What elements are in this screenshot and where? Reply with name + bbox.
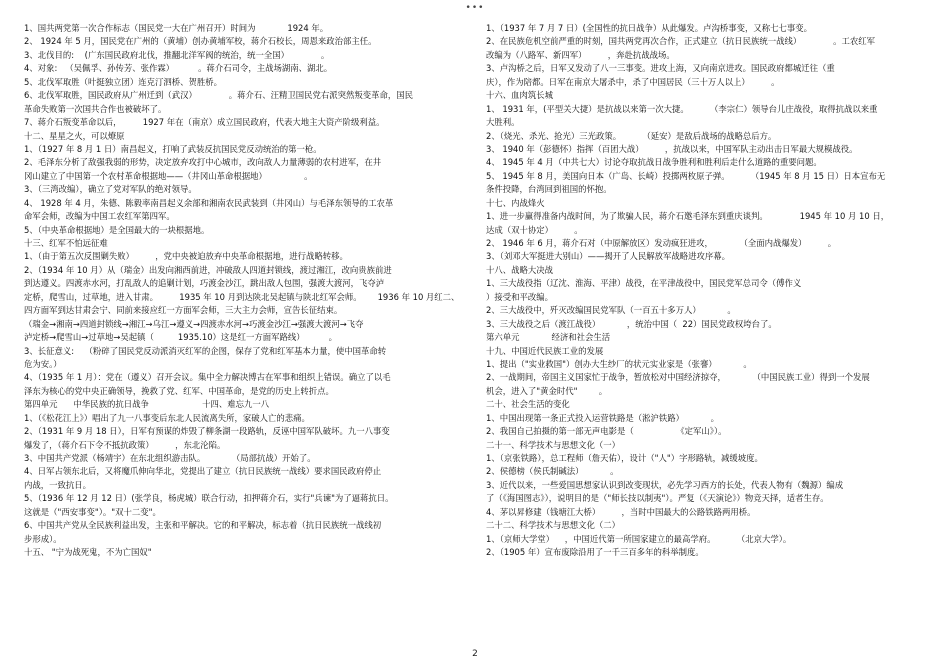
text-line: 十七、内战烽火 (486, 197, 545, 208)
text-line: 1、（《松花江上》）唱出了九一八事变后东北人民流离失所，家破人亡的悲痛。 (24, 412, 310, 423)
text-line: 1、（1937 年 7 月 7 日）(全国性的抗日战争）从此爆发。卢沟桥事变，又称七七事变。 (486, 23, 813, 33)
text-line: 十九、中国近代民族工业的发展 (486, 345, 604, 356)
text-line: 冈山建立了中国第一个农村革命根据地——（井冈山革命根据地） 。 (24, 170, 313, 181)
text-line: 1、（1927 年 8 月 1 日）南昌起义，打响了武装反抗国民党反动统治的第一枪。 (24, 143, 322, 154)
text-line: （瑞金→湘南→四道封锁线→湘江→乌江→遵义→四渡赤水河→巧渡金沙江→强渡大渡河→飞夺 (24, 318, 364, 329)
text-line: 二十、社会生活的变化 (486, 399, 570, 410)
text-line: 5、（中央革命根据地）是全国最大的一块根据地。 (24, 224, 210, 235)
text-line: 到达遵义。四渡赤水河，打乱敌人的追剿计划，巧渡金沙江，跳出敌人包围，强渡大渡河，飞夺泸 (24, 278, 385, 289)
text-line: 这就是（"西安事变"）。"双十二变"。 (24, 506, 161, 517)
text-line: 十八、战略大决战 (486, 264, 553, 275)
text-line: 3、长征意义: （粉碎了国民党反动派消灭红军的企图，保存了党和红军基本力量，使中国革命转 (24, 345, 387, 356)
text-line: 改编为（八路军、新四军） ，奔赴抗战战场。 (486, 49, 675, 60)
text-line: 4、对象: （吴佩孚、孙传芳、张作霖） 。蒋介石司令，主战场湖南、湖北。 (24, 63, 333, 74)
text-line: 步形成）。 (24, 533, 62, 544)
text-line: 1、提出（"实业救国"）创办大生纱厂的状元实业家是（张謇） 。 (486, 358, 752, 369)
text-line: 了（《海国图志》），说明目的是（"师长技以制夷"）。严复（《天演论》）物竞天择，适者生存。 (486, 493, 829, 504)
text-line: 革命失败第一次国共合作也被破坏了。 (24, 103, 167, 114)
text-line: 5、 1945 年 8 月，美国向日本（广岛、长崎）投掷两枚原子弹。 （1945 年 8 月 15 日）日本宣布无 (486, 170, 886, 181)
text-line: 2、侯德榜（侯氏制碱法） 。 (486, 466, 619, 477)
text-line: 2、（1931 年 9 月 18 日），日军有预谋的炸毁了柳条湖一段路轨，反诬中国军队破坏。九一八事变 (24, 426, 390, 437)
text-line: 爆发了，（蒋介石下令不抵抗政策） ，东北沦陷。 (24, 439, 226, 450)
text-line: 4、 1945 年 4 月（中共七大）讨论夺取抗战日战争胜利和胜利后走什么道路的重要问题。 (486, 157, 822, 168)
text-line: 命军会师，改编为中国工农红军第四军。 (24, 211, 175, 222)
text-line: 达成（双十协定） 。 (486, 224, 583, 235)
text-line: 1、中国出现第一条正式投入运营铁路是（淞沪铁路） 。 (486, 412, 719, 423)
text-line: 3、（三湾改编），确立了党对军队的绝对领导。 (24, 184, 197, 195)
text-line: 泽东为核心的党中央正确领导，挽救了党、红军、中国革命，是党的历史上转折点。 (24, 385, 334, 396)
text-line: 7、蒋介石叛变革命以后， 1927 年在（南京）成立国民政府，代表大地主大资产阶级利益。 (24, 117, 385, 128)
text-line: 3、近代以来，一些爱国思想家认识到改变现状，必先学习西方的长处，代表人物有（魏源）编成 (486, 479, 844, 490)
text-line: 1、（由于第五次反围剿失败） ，党中央被迫放弃中央革命根据地，进行战略转移。 (24, 251, 348, 262)
text-line: 3、 1940 年（彭德怀）指挥（百团大战） ，抗战以来，中国军队主动出击日军最大规模战役。 (486, 143, 858, 154)
text-line: 1、三大战役指（辽沈、淮海、平津）战役，在平津战役中，国民党军总司令（傅作义 (486, 278, 802, 289)
header-mark: ••• (465, 3, 485, 13)
text-line: 1、进一步赢得准备内战时间，为了欺骗人民，蒋介石邀毛泽东到重庆谈判。 1945 年 10 月 10 日， (486, 211, 890, 222)
text-line: 二十二、科学技术与思想文化（二） (486, 520, 620, 531)
text-line: 2、（烧光、杀光、抢光）三光政策。 （延安）是敌后战场的战略总后方。 (486, 130, 777, 141)
text-line: 十三、红军不怕远征难 (24, 238, 108, 248)
text-line: 四方面军到达甘肃会宁、同前来接应红一方面军会师，三大主力会师，宣告长征结束。 (24, 305, 343, 316)
text-line: 第六单元 经济和社会生活 (486, 332, 611, 343)
text-line: ）接受和平改编。 (486, 291, 553, 302)
page-number: 2 (472, 649, 478, 659)
right-column (486, 22, 926, 560)
text-line: 十五、 "宁为战死鬼，不为亡国奴" (24, 547, 152, 558)
text-line: 十六、血肉筑长城 (486, 90, 553, 101)
text-line: 2、（1905 年）宣布废除沿用了一千三百多年的科举制度。 (486, 547, 704, 558)
text-line: 5、（1936 年 12 月 12 日）(张学良，杨虎城）联合行动，扣押蒋介石，实行"兵谏"为了逼蒋抗日。 (24, 493, 394, 504)
text-line: 6、中国共产党从全民族利益出发，主张和平解决。它的和平解决，标志着（抗日民族统一战线初 (24, 520, 382, 531)
text-line: 2、（1934 年 10 月）从（瑞金）出发向湘西前进，冲破敌人四道封锁线，渡过湘江，改向贵族前进 (24, 264, 392, 275)
text-line: 2、一战期间，帝国主义国家忙于战争，暂放松对中国经济掠夺， （中国民族工业）得到一个发展 (486, 372, 870, 383)
text-line: 4、茅以昇修建（钱塘江大桥） ，当时中国最大的公路铁路两用桥。 (486, 506, 756, 517)
text-line: 4、（1935 年 1 月）：党在（遵义）召开会议。集中全力解决博古在军事和组织上错误。确立了以毛 (24, 372, 391, 383)
text-line: 2、毛泽东分析了敌强我弱的形势，决定放弃攻打中心城市，改向敌人力量薄弱的农村进军，在井 (24, 157, 382, 168)
text-line: 定桥，爬雪山，过草地，进入甘肃。 1935 年 10 月到达陕北吴起镇与陕北红军会师。 1936 年 10 月红二、 (24, 291, 460, 302)
text-line: 条件投降，台湾回到祖国的怀抱。 (486, 184, 612, 195)
text-line: 庆），作为陪都。日军在南京大屠杀中，杀了中国居民（三十万人以上） 。 (486, 76, 780, 87)
text-line: 3、中国共产党派（杨靖宇）在东北组织游击队。 （局部抗战）开始了。 (24, 453, 316, 463)
text-line: 6、北伐军取胜，国民政府从广州迁到（武汉） 。蒋介石、汪精卫国民党右派突然叛变革命，国民 (24, 90, 414, 101)
text-line: 4、 1928 年 4 月，朱德、陈毅率南昌起义余部和湘南农民武装到（井冈山）与毛泽东领导的工农革 (24, 197, 394, 208)
text-line: 3、（刘邓大军挺进大别山）——揭开了人民解放军战略进攻序幕。 (486, 251, 731, 262)
text-line: 1、（京师大学堂） ，中国近代第一所国家建立的最高学府。 （北京大学）。 (486, 533, 792, 544)
text-line: 1、（京张铁路），总工程师（詹天佑），设计（"人"）字形路轨，减缓坡度。 (486, 453, 763, 463)
text-line: 3、北伐目的: (广东国民政府北伐，推翻北洋军阀的统治，统一全国） 。 (24, 49, 330, 60)
text-line: 3、卢沟桥之后，日军又发动了八一三事变。进攻上海，又向南京进攻。国民政府都城迁往（重 (486, 63, 835, 74)
text-line: 5、北伐军取胜（叶挺独立团）连克汀泗桥、贺胜桥。 (24, 76, 222, 87)
left-column (24, 22, 464, 560)
text-line: 2、三大战役中，歼灭改编国民党军队（一百五十多万人） 。 (486, 305, 736, 316)
text-line: 大胜利。 (486, 117, 520, 128)
text-line: 1、国共两党第一次合作标志（国民党一大在广州召开）时间为 1924 年。 (24, 23, 329, 33)
text-line: 第四单元 中华民族的抗日战争 十四、难忘九一八 (24, 399, 270, 410)
text-line: 机会，进入了"黄金时代" 。 (486, 385, 608, 396)
text-line: 4、日军占领东北后，又将魔爪伸向华北，党提出了建立（抗日民族统一战线）要求国民政府停止 (24, 466, 382, 477)
text-line: 3、三大战役之后（渡江战役） ，统治中国（ 22）国民党政权垮台了。 (486, 318, 777, 329)
text-line: 二十一、科学技术与思想文化（一） (486, 439, 620, 450)
text-line: 泸定桥→爬雪山→过草地→吴起镇（ 1935.10）这是红一方面军路线） 。 (24, 332, 337, 343)
text-line: 内战，一致抗日。 (24, 479, 91, 490)
text-line: 1、 1931 年，(平型关大捷）是抗战以来第一次大捷。 （李宗仁）领导台儿庄战役，取得抗战以来重 (486, 103, 878, 114)
text-line: 2、我国自己拍摄的第一部无声电影是（ 《定军山》）。 (486, 426, 727, 437)
text-line: 危为安。） (24, 358, 62, 369)
text-line: 2、 1946 年 6 月，蒋介石对（中原解放区）发动疯狂进攻， （全面内战爆发） 。 (486, 238, 837, 248)
text-line: 2、 1924 年 5 月，国民党在广州的（黄埔）创办黄埔军校，蒋介石校长，周恩来政治部主任。 (24, 36, 377, 47)
text-line: 2、在民族危机空前严重的时刻，国共两党再次合作，正式建立（抗日民族统一战线） 。工农红军 (486, 36, 876, 47)
text-line: 十二、星星之火，可以燎原 (24, 130, 125, 141)
